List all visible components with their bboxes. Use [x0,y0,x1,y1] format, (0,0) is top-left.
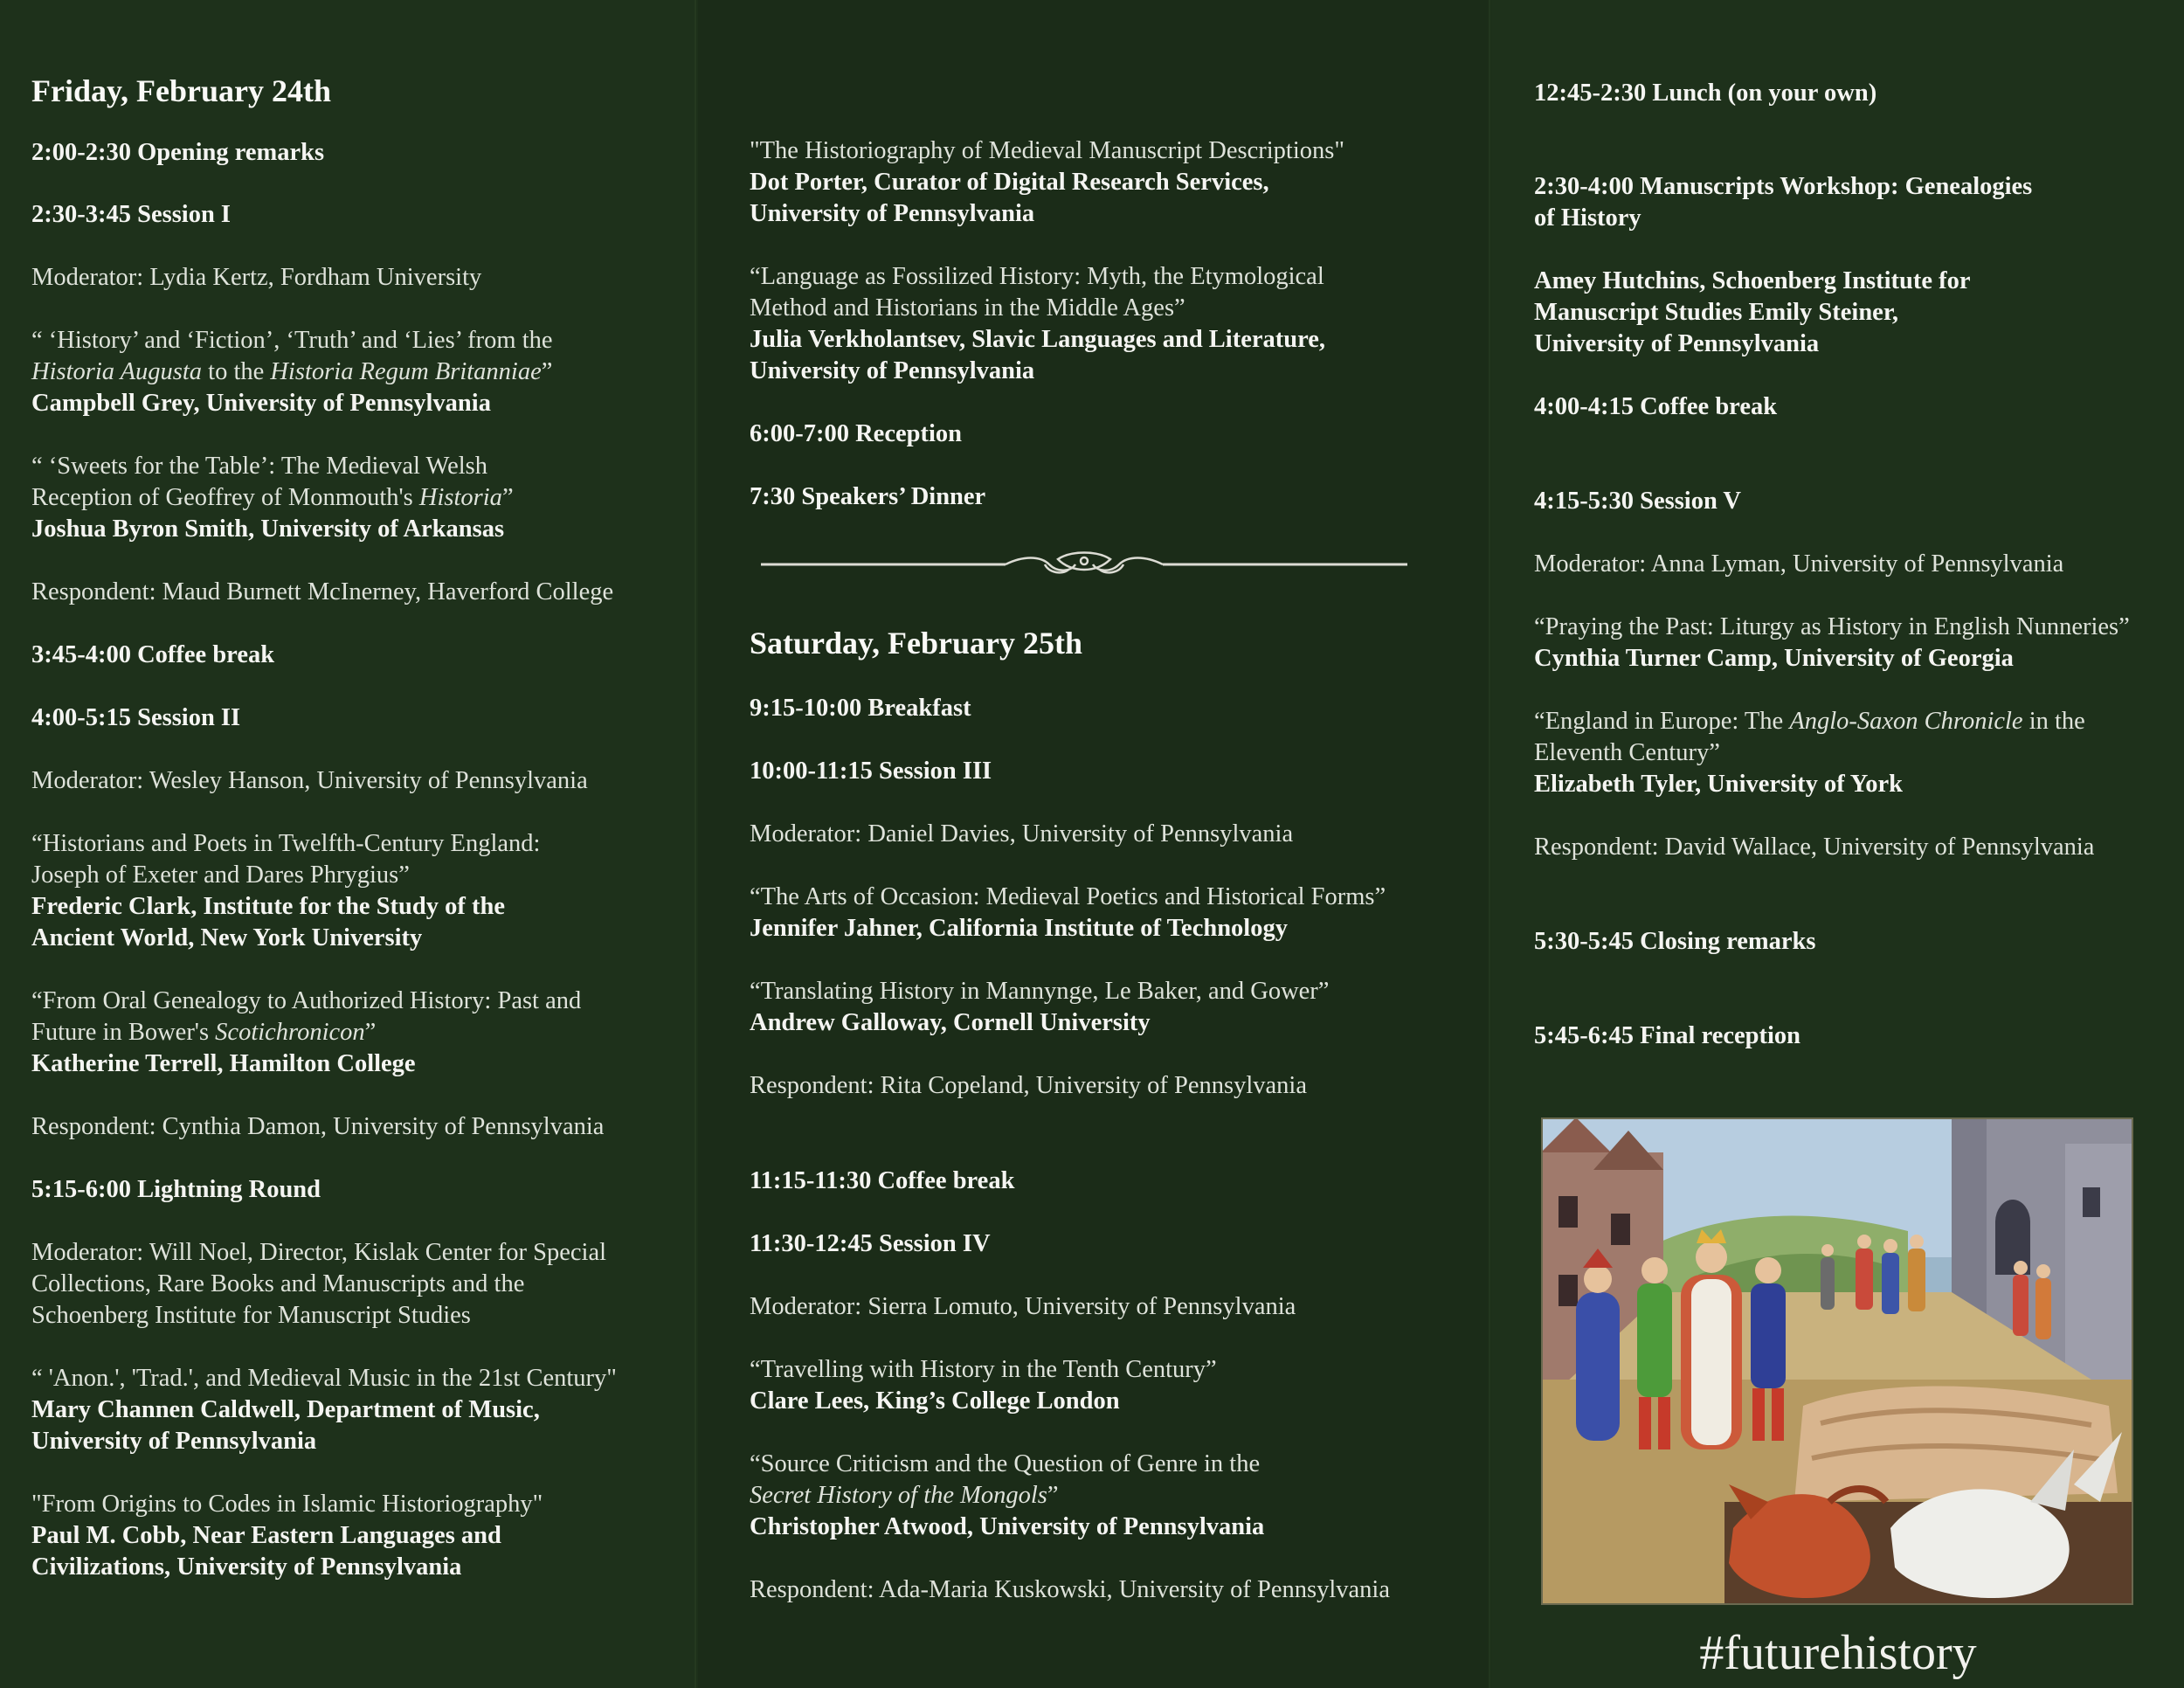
session-2-moderator: Moderator: Wesley Hanson, University of Pennsylvania [31,767,588,794]
workshop-speaker: University of Pennsylvania [1534,330,1820,357]
paper-speaker: Andrew Galloway, Cornell University [750,1009,1151,1036]
paper-speaker: Clare Lees, King’s College London [750,1387,1120,1415]
paper-title-line: Joseph of Exeter and Dares Phrygius” [31,861,410,889]
session-1-moderator: Moderator: Lydia Kertz, Fordham University [31,264,482,291]
paper-speaker: Dot Porter, Curator of Digital Research Services, [750,169,1269,196]
paper-title-line: “Language as Fossilized History: Myth, the Etymological [750,263,1324,290]
paper-title-line: “Travelling with History in the Tenth Century” [750,1356,1217,1383]
paper-speaker: University of Pennsylvania [750,357,1035,384]
paper-speaker: Paul M. Cobb, Near Eastern Languages and [31,1522,501,1549]
paper-title-line: Secret History of the Mongols” [750,1482,1059,1509]
opening-remarks: 2:00-2:30 Opening remarks [31,139,325,166]
session-3-title: 10:00-11:15 Session III [750,758,992,785]
session-5-moderator: Moderator: Anna Lyman, University of Pennsylvania [1534,550,2064,578]
friday-heading: Friday, February 24th [31,73,331,108]
lightning-moderator: Schoenberg Institute for Manuscript Studies [31,1302,471,1329]
workshop-title: 2:30-4:00 Manuscripts Workshop: Genealogies [1534,173,2033,200]
paper-speaker: Frederic Clark, Institute for the Study of the [31,893,505,920]
paper-title-line: “From Oral Genealogy to Authorized History: Past and [31,987,582,1014]
session-4-moderator: Moderator: Sierra Lomuto, University of Pennsylvania [750,1293,1296,1320]
coffee-break: 4:00-4:15 Coffee break [1534,393,1778,420]
paper-title-line: Method and Historians in the Middle Ages” [750,294,1185,322]
paper-title-line: "From Origins to Codes in Islamic Historiography" [31,1491,543,1518]
reception: 6:00-7:00 Reception [750,420,962,447]
paper-title-line: Historia Augusta to the Historia Regum Britanniae” [31,358,553,385]
friday-column [0,0,696,1688]
paper-speaker: University of Pennsylvania [31,1428,317,1455]
paper-title-line: “Source Criticism and the Question of Genre in the [750,1450,1261,1477]
middle-column [698,0,1490,1688]
paper-speaker: Cynthia Turner Camp, University of Georgia [1534,645,2014,672]
paper-title-line: “England in Europe: The Anglo-Saxon Chronicle in the [1534,708,2085,735]
lunch: 12:45-2:30 Lunch (on your own) [1534,80,1877,107]
paper-speaker: Elizabeth Tyler, University of York [1534,771,1903,798]
paper-title-line: “ 'Anon.', 'Trad.', and Medieval Music in the 21st Century" [31,1365,617,1392]
session-1-title: 2:30-3:45 Session I [31,201,232,228]
paper-speaker: Civilizations, University of Pennsylvania [31,1553,462,1581]
session-5-respondent: Respondent: David Wallace, University of Pennsylvania [1534,834,2095,861]
session-3-respondent: Respondent: Rita Copeland, University of Pennsylvania [750,1072,1307,1099]
hashtag: #futurehistory [1699,1626,1977,1680]
paper-title-line: Future in Bower's Scotichronicon” [31,1019,377,1046]
session-4-respondent: Respondent: Ada-Maria Kuskowski, University of Pennsylvania [750,1576,1390,1603]
paper-title-line: “Historians and Poets in Twelfth-Century England: [31,830,541,857]
session-2-respondent: Respondent: Cynthia Damon, University of Pennsylvania [31,1113,605,1140]
paper-speaker: Christopher Atwood, University of Pennsylvania [750,1513,1265,1540]
session-1-respondent: Respondent: Maud Burnett McInerney, Haverford College [31,578,614,605]
paper-title-line: "The Historiography of Medieval Manuscript Descriptions" [750,137,1344,164]
lightning-moderator: Moderator: Will Noel, Director, Kislak Center for Special [31,1239,607,1266]
session-5-title: 4:15-5:30 Session V [1534,488,1741,515]
paper-title-line: “ ‘History’ and ‘Fiction’, ‘Truth’ and ‘Lies’ from the [31,327,553,354]
ornamental-divider [761,547,1407,582]
manuscript-illustration [1541,1117,2133,1605]
paper-title-line: “Praying the Past: Liturgy as History in English Nunneries” [1534,613,2130,640]
coffee-break: 11:15-11:30 Coffee break [750,1167,1015,1194]
paper-title-line: Reception of Geoffrey of Monmouth's Historia” [31,484,514,511]
paper-title-line: “ ‘Sweets for the Table’: The Medieval Welsh [31,453,488,480]
session-4-title: 11:30-12:45 Session IV [750,1230,991,1257]
final-reception: 5:45-6:45 Final reception [1534,1022,1801,1049]
paper-speaker: Julia Verkholantsev, Slavic Languages and Literature, [750,326,1326,353]
workshop-speaker: Manuscript Studies Emily Steiner, [1534,299,1898,326]
workshop-speaker: Amey Hutchins, Schoenberg Institute for [1534,267,1971,294]
paper-speaker: Ancient World, New York University [31,924,423,951]
closing-remarks: 5:30-5:45 Closing remarks [1534,928,1816,955]
paper-speaker: Jennifer Jahner, California Institute of Technology [750,915,1288,942]
workshop-title: of History [1534,204,1641,232]
lightning-round-title: 5:15-6:00 Lightning Round [31,1176,321,1203]
paper-title-line: “Translating History in Mannynge, Le Baker, and Gower” [750,978,1330,1005]
session-2-title: 4:00-5:15 Session II [31,704,241,731]
coffee-break: 3:45-4:00 Coffee break [31,641,275,668]
session-3-moderator: Moderator: Daniel Davies, University of Pennsylvania [750,820,1294,847]
paper-speaker: University of Pennsylvania [750,200,1035,227]
paper-speaker: Mary Channen Caldwell, Department of Music, [31,1396,540,1423]
paper-title-line: “The Arts of Occasion: Medieval Poetics and Historical Forms” [750,883,1386,910]
speakers-dinner: 7:30 Speakers’ Dinner [750,483,986,510]
paper-speaker: Katherine Terrell, Hamilton College [31,1050,416,1077]
paper-speaker: Joshua Byron Smith, University of Arkansas [31,515,505,543]
lightning-moderator: Collections, Rare Books and Manuscripts and the [31,1270,525,1297]
breakfast: 9:15-10:00 Breakfast [750,695,971,722]
paper-title-line: Eleventh Century” [1534,739,1720,766]
saturday-heading: Saturday, February 25th [750,626,1083,661]
right-column [1492,0,2184,1688]
paper-speaker: Campbell Grey, University of Pennsylvania [31,390,491,417]
